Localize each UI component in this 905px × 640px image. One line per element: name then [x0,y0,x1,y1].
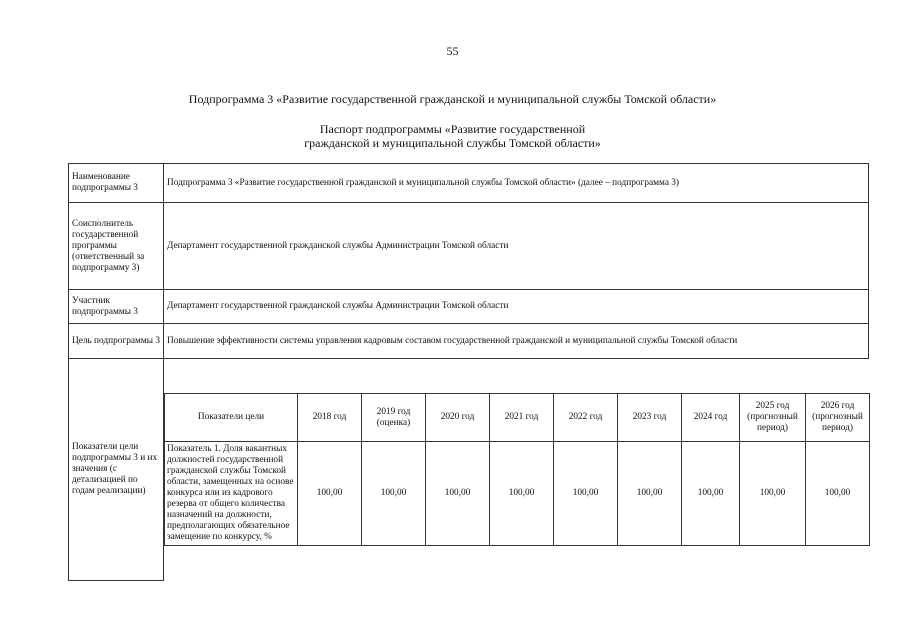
indicator-value: 100,00 [618,442,682,546]
indicator-value: 100,00 [806,442,870,546]
goal-label: Цель подпрограммы 3 [69,324,164,359]
participant-label: Участник подпрограммы 3 [69,290,164,324]
name-label: Наименование подпрограммы 3 [69,164,164,203]
indicator-value: 100,00 [740,442,806,546]
goal-value: Повышение эффективности системы управления кадровым составом государственной гражданской и муниципальной службы Томской области [164,324,869,359]
indicator-value: 100,00 [490,442,554,546]
header-cell: 2019 год (оценка) [362,394,426,442]
header-cell: 2022 год [554,394,618,442]
indicators-label: Показатели цели подпрограммы 3 и их значения (с детализацией по годам реализации) [69,359,164,581]
header-cell: 2026 год (прогнозный период) [806,394,870,442]
header-cell: Показатели цели [165,394,298,442]
row-coexecutor [69,203,869,290]
header-cell: 2020 год [426,394,490,442]
indicator-row [165,442,870,546]
row-goal [69,324,869,359]
indicator-value: 100,00 [362,442,426,546]
participant-value: Департамент государственной гражданской службы Администрации Томской области [164,290,869,324]
indicator-value: 100,00 [554,442,618,546]
indicators-cell [164,359,869,581]
passport-title: Паспорт подпрограммы «Развитие государственной гражданской и муниципальной службы Томской области» [304,122,601,150]
page-number: 55 [446,44,459,58]
header-cell: 2025 год (прогнозный период) [740,394,806,442]
header-cell: 2023 год [618,394,682,442]
coexecutor-label: Соисполнитель государственной программы (ответственный за подпрограмму 3) [69,203,164,290]
header-cell: 2021 год [490,394,554,442]
name-value: Подпрограмма 3 «Развитие государственной гражданской и муниципальной службы Томской области» (далее – подпрограмма 3) [164,164,869,203]
indicators-header-row [165,394,870,442]
row-name [69,164,869,203]
row-participant [69,290,869,324]
passport-table [68,163,869,581]
indicator-name: Показатель 1. Доля вакантных должностей государственной гражданской службы Томской области, замещенных на основе конкурса или из кадрового резерва от общего количества назначений на должности, предполагающих обязательное замещение по конкурсу, % [165,442,298,546]
indicator-value: 100,00 [298,442,362,546]
row-indicators [69,359,869,581]
indicator-value: 100,00 [426,442,490,546]
subprogram-heading: Подпрограмма 3 «Развитие государственной гражданской и муниципальной службы Томской области» [188,92,717,106]
indicators-table [164,393,870,546]
header-cell: 2018 год [298,394,362,442]
coexecutor-value: Департамент государственной гражданской службы Администрации Томской области [164,203,869,290]
indicator-value: 100,00 [682,442,740,546]
header-cell: 2024 год [682,394,740,442]
